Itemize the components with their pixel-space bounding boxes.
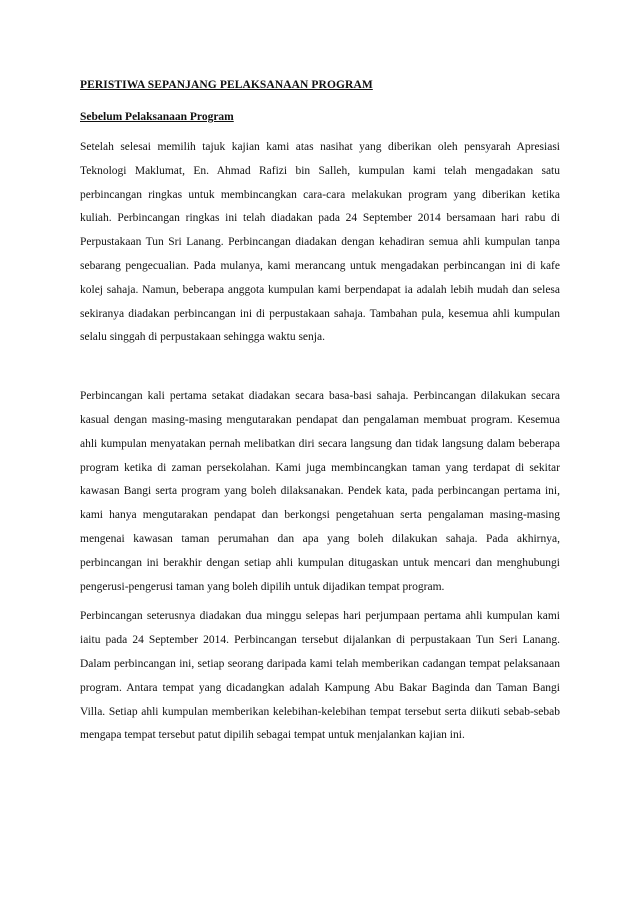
paragraph-3: Perbincangan seterusnya diadakan dua minggu selepas hari perjumpaan pertama ahli kumpulan kami iaitu pada 24 September 2014. Perbincangan tersebut dijalankan di perpustakaan Tun Seri Lanang. Dalam perbincangan ini, setiap seorang daripada kami telah memberikan cadangan tempat pelaksanaan program. Antara tempat yang dicadangkan adalah Kampung Abu Bakar Baginda dan Taman Bangi Villa. Setiap ahli kumpulan memberikan kelebihan-kelebihan tempat tersebut serta diikuti sebab-sebab mengapa tempat tersebut patut dipilih sebagai tempat untuk menjalankan kajian ini. bbox=[80, 610, 560, 742]
document-title: PERISTIWA SEPANJANG PELAKSANAAN PROGRAM bbox=[80, 79, 373, 91]
document-body bbox=[80, 76, 560, 748]
section-heading: Sebelum Pelaksanaan Program bbox=[80, 111, 234, 123]
paragraph-1: Setelah selesai memilih tajuk kajian kami atas nasihat yang diberikan oleh pensyarah Apresiasi Teknologi Maklumat, En. Ahmad Rafizi bin Salleh, kumpulan kami telah mengadakan satu perbincangan ringkas untuk membincangkan cara-cara melakukan program yang diberikan ketika kuliah. Perbincangan ringkas ini telah diadakan pada 24 September 2014 bersamaan hari rabu di Perpustakaan Tun Sri Lanang. Perbincangan diadakan dengan kehadiran semua ahli kumpulan tanpa sebarang pengecualian. Pada mulanya, kami merancang untuk mengadakan perbincangan ini di kafe kolej sahaja. Namun, beberapa anggota kumpulan kami berpendapat ia adalah lebih mudah dan selesa sekiranya diadakan perbincangan ini di perpustakaan sahaja. Tambahan pula, kesemua ahli kumpulan selalu singgah di perpustakaan sehingga waktu senja. bbox=[80, 141, 560, 344]
paragraph-2: Perbincangan kali pertama setakat diadakan secara basa-basi sahaja. Perbincangan dilakukan secara kasual dengan masing-masing mengutarakan pendapat dan pengalaman membuat program. Kesemua ahli kumpulan menyatakan pernah melibatkan diri secara langsung dan tidak langsung dalam beberapa program ketika di zaman persekolahan. Kami juga membincangkan taman yang terdapat di sekitar kawasan Bangi serta program yang boleh dilaksanakan. Pendek kata, pada perbincangan pertama ini, kami hanya mengutarakan pendapat dan berkongsi pengetahuan serta pengalaman masing-masing mengenai kawasan taman perumahan dan apa yang boleh dilakukan sahaja. Pada akhirnya, perbincangan ini berakhir dengan setiap ahli kumpulan ditugaskan untuk mencari dan menghubungi pengerusi-pengerusi taman yang boleh dipilih untuk dijadikan tempat program. bbox=[80, 390, 560, 593]
